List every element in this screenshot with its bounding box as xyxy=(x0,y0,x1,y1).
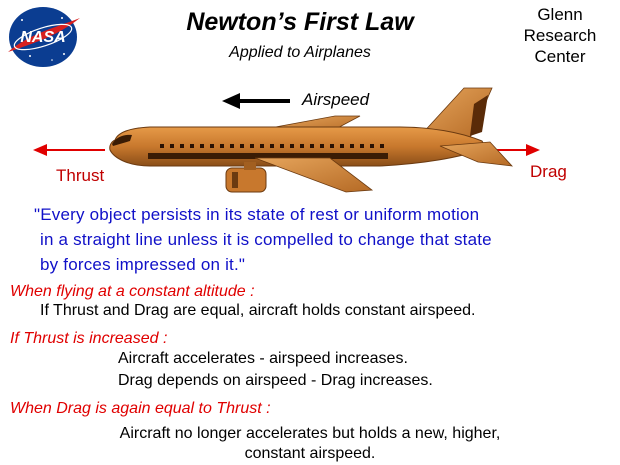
page-title: Newton’s First Law xyxy=(186,8,414,36)
nasa-logo xyxy=(4,4,82,68)
center-name xyxy=(500,4,620,67)
thrust-label: Thrust xyxy=(56,166,105,185)
newton-quote xyxy=(34,202,604,277)
section-heading-drag-equal-thrust: When Drag is again equal to Thrust : xyxy=(10,400,271,417)
quote-line: in a straight line unless it is compelled to change that state xyxy=(40,230,492,249)
section-text: constant airspeed. xyxy=(244,445,376,462)
drag-label: Drag xyxy=(530,162,567,181)
section-text: If Thrust and Drag are equal, aircraft holds constant airspeed. xyxy=(40,302,476,319)
thrust-arrow xyxy=(33,144,105,156)
center-name-line: Glenn xyxy=(537,5,583,24)
nasa-logo-text: NASA xyxy=(20,29,66,46)
quote-line: by forces impressed on it." xyxy=(40,255,246,274)
section-text: Aircraft no longer accelerates but holds a new, higher, xyxy=(119,425,501,442)
quote-line: "Every object persists in its state of rest or uniform motion xyxy=(34,205,480,224)
section-text: Aircraft accelerates - airspeed increases. xyxy=(118,350,408,367)
section-heading-constant-altitude: When flying at a constant altitude : xyxy=(10,283,255,300)
center-name-line: Center xyxy=(534,47,586,66)
airspeed-arrow xyxy=(222,93,290,109)
window-row xyxy=(160,144,384,148)
section-heading-thrust-increased: If Thrust is increased : xyxy=(10,330,168,347)
section-text-block xyxy=(0,424,620,464)
airspeed-label: Airspeed xyxy=(302,90,370,109)
center-name-line: Research xyxy=(523,26,597,45)
section-text: Drag depends on airspeed - Drag increases. xyxy=(118,372,433,389)
page-subtitle: Applied to Airplanes xyxy=(229,44,371,61)
